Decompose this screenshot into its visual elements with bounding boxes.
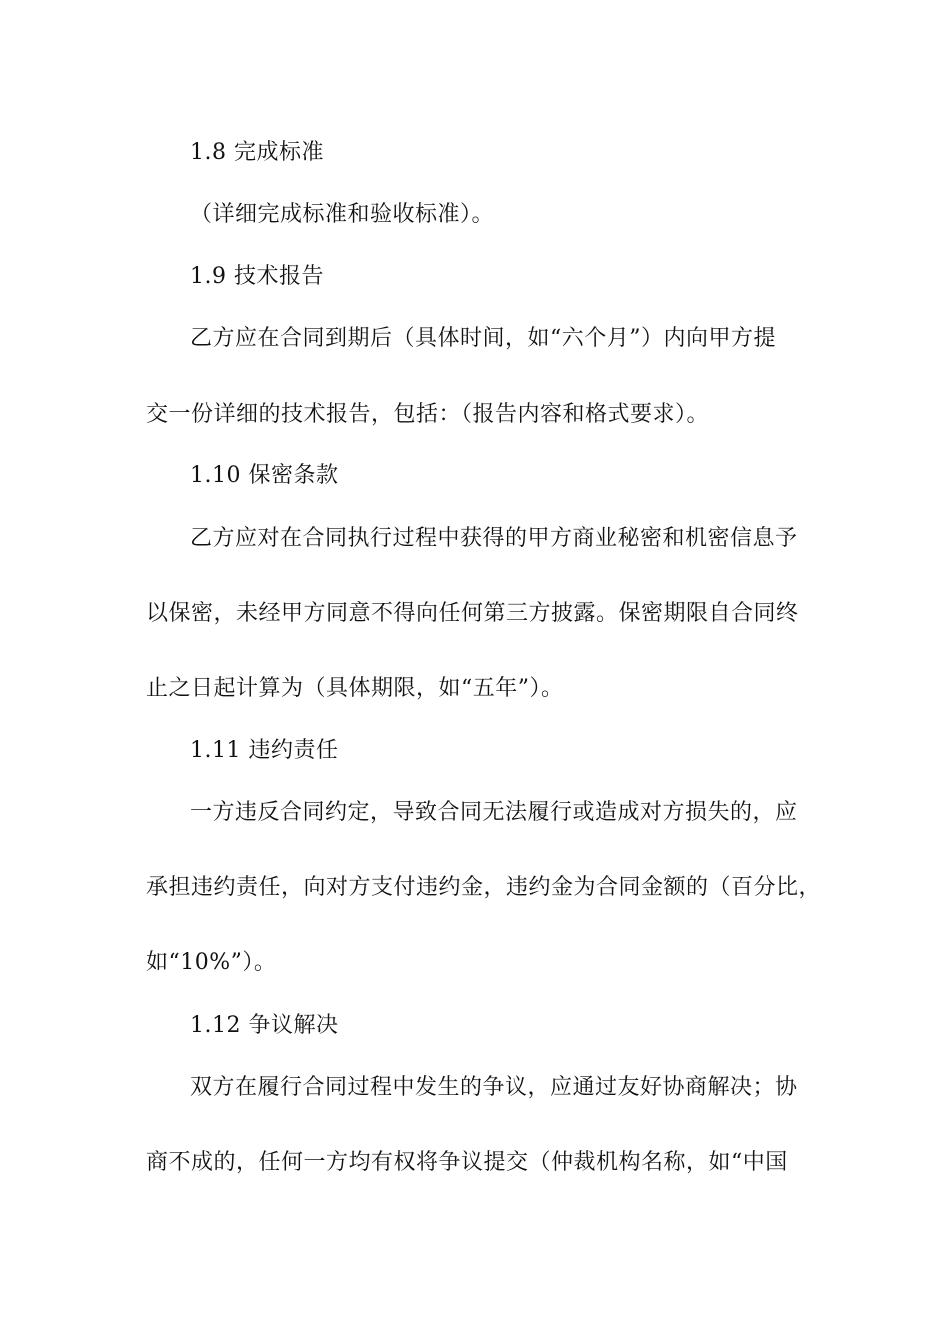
section-heading-1-11: 1.11 违约责任 bbox=[190, 738, 339, 763]
paragraph-line: 止之日起计算为（具体期限，如“五年”）。 bbox=[146, 676, 564, 701]
paragraph-line: 乙方应在合同到期后（具体时间，如“六个月”）内向甲方提 bbox=[190, 326, 776, 351]
paragraph-line: 承担违约责任，向对方支付违约金，违约金为合同金额的（百分比， bbox=[146, 875, 822, 900]
paragraph-line: 乙方应对在合同执行过程中获得的甲方商业秘密和机密信息予 bbox=[190, 526, 798, 551]
paragraph-line: 商不成的，任何一方均有权将争议提交（仲裁机构名称，如“中国 bbox=[146, 1150, 788, 1175]
paragraph-line: 交一份详细的技术报告，包括：（报告内容和格式要求）。 bbox=[146, 402, 710, 427]
paragraph-line: （详细完成标准和验收标准）。 bbox=[190, 202, 495, 227]
paragraph-line: 如“10%”）。 bbox=[146, 950, 277, 975]
paragraph-line: 以保密，未经甲方同意不得向任何第三方披露。保密期限自合同终 bbox=[146, 601, 799, 626]
paragraph-line: 一方违反合同约定，导致合同无法履行或造成对方损失的，应 bbox=[190, 800, 798, 825]
section-heading-1-12: 1.12 争议解决 bbox=[190, 1013, 339, 1038]
section-heading-1-10: 1.10 保密条款 bbox=[190, 463, 339, 488]
paragraph-line: 双方在履行合同过程中发生的争议，应通过友好协商解决；协 bbox=[190, 1075, 798, 1100]
section-heading-1-8: 1.8 完成标准 bbox=[190, 140, 324, 165]
section-heading-1-9: 1.9 技术报告 bbox=[190, 264, 324, 289]
